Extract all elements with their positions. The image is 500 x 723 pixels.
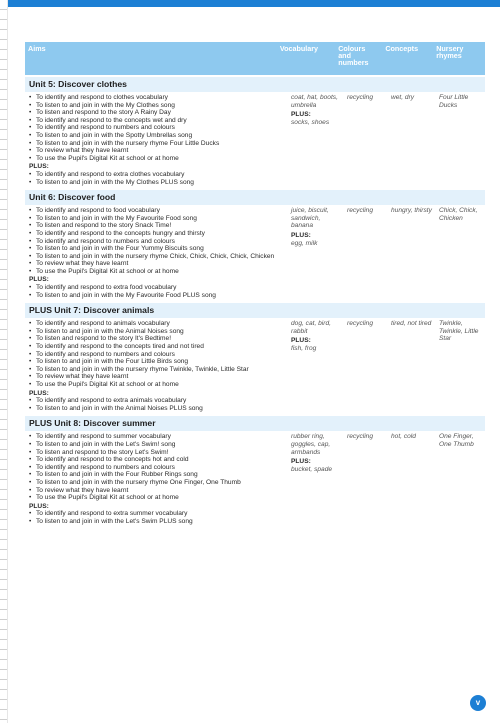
plus-aim-item: • To listen to and join in with the Let's Swim PLUS song [29,518,284,526]
header-nursery-rhymes: Nursery rhymes [436,44,464,60]
table-header [25,42,485,75]
aim-item: • To identify and respond to numbers and colours [29,351,284,359]
aim-item: • To review what they have learnt [29,487,284,495]
vocabulary-plus-text: bucket, spade [291,465,333,473]
vocabulary-text: dog, cat, bird, rabbit [291,320,331,335]
vocabulary-text: rubber ring, goggles, cap, armbands [291,433,331,456]
page-binding-edge [0,0,7,723]
aim-item: • To review what they have learnt [29,260,284,268]
plus-label: PLUS: [29,163,49,171]
plus-aim-item: • To identify and respond to extra animals vocabulary [29,397,284,405]
plus-aim-item: • To listen to and join in with the My Clothes PLUS song [29,179,284,187]
unit-row [25,318,485,414]
aims-cell [25,431,288,527]
aim-item: • To use the Pupil's Digital Kit at school or at home [29,381,284,389]
aim-item: • To use the Pupil's Digital Kit at school or at home [29,155,284,163]
concepts-cell: hungry, thirsty [391,207,432,215]
plus-label: PLUS: [29,389,49,397]
aim-item: • To identify and respond to numbers and colours [29,238,284,246]
unit-title: PLUS Unit 7: Discover animals [25,303,485,318]
vocabulary-plus-label: PLUS: [291,111,311,119]
binding-divider [7,0,8,723]
colours-cell: recycling [347,320,374,328]
nursery-rhyme-cell: Twinkle, Twinkle, Little Star [439,320,479,343]
plus-aims-list [29,171,284,186]
concepts-cell: hot, cold [391,433,416,441]
page-number-badge: v [470,695,486,711]
vocabulary-cell [288,318,344,414]
nursery-rhyme-cell: Four Little Ducks [439,94,469,109]
vocabulary-plus-label: PLUS: [291,337,311,345]
aim-item: • To listen to and join in with the Animal Noises song [29,328,284,336]
aims-list [29,207,284,275]
plus-label: PLUS: [29,502,49,510]
vocabulary-cell [288,431,344,527]
unit-row [25,92,485,188]
aims-list [29,94,284,162]
unit-row [25,431,485,527]
plus-aim-item: • To identify and respond to extra food vocabulary [29,284,284,292]
aim-item: • To identify and respond to animals vocabulary [29,320,284,328]
aim-item: • To use the Pupil's Digital Kit at school or at home [29,494,284,502]
aim-item: • To listen to and join in with the nursery rhyme Chick, Chick, Chick, Chick, Chicken [29,253,284,261]
aims-cell [25,318,288,414]
vocabulary-plus-text: socks, shoes [291,118,330,126]
header-concepts: Concepts [385,44,419,53]
header-vocabulary: Vocabulary [279,44,319,53]
aim-item: • To listen to and join in with the nursery rhyme Four Little Ducks [29,140,284,148]
aim-item: • To identify and respond to the concepts wet and dry [29,117,284,125]
colours-cell: recycling [347,94,374,101]
plus-aim-item: • To listen to and join in with the My Favourite Food PLUS song [29,292,284,300]
aim-item: • To use the Pupil's Digital Kit at school or at home [29,268,284,276]
vocabulary-plus-label: PLUS: [291,231,311,239]
syllabus-table [25,42,485,528]
aims-cell [25,92,288,188]
aim-item: • To review what they have learnt [29,373,284,381]
plus-aims-list [29,397,284,412]
unit-title: Unit 6: Discover food [25,190,485,205]
plus-aims-list [29,284,284,299]
plus-aim-item: • To identify and respond to extra summer vocabulary [29,510,284,518]
aim-item: • To listen to and join in with the My Clothes song [29,102,284,110]
vocabulary-cell [288,205,344,301]
vocabulary-text: juice, biscuit, sandwich, banana [291,207,329,230]
aims-list [29,433,284,501]
aims-list [29,320,284,388]
aim-item: • To listen to and join in with the nursery rhyme Twinkle, Twinkle, Little Star [29,366,284,374]
unit-title: Unit 5: Discover clothes [25,77,485,92]
aim-item: • To listen to and join in with the My Favourite Food song [29,215,284,223]
colours-cell: recycling [347,207,374,215]
aim-item: • To listen and respond to the story Snack Time! [29,222,284,230]
aim-item: • To listen to and join in with the Let's Swim! song [29,441,284,449]
plus-label: PLUS: [29,276,49,284]
header-colours-numbers: Colours and numbers [338,44,369,67]
aim-item: • To listen to and join in with the Four Yummy Biscuits song [29,245,284,253]
plus-aim-item: • To listen to and join in with the Animal Noises PLUS song [29,405,284,413]
aim-item: • To identify and respond to numbers and colours [29,464,284,472]
aim-item: • To listen and respond to the story A Rainy Day [29,109,284,117]
aim-item: • To listen to and join in with the Four Rubber Rings song [29,471,284,479]
vocabulary-plus-label: PLUS: [291,458,311,466]
vocabulary-plus-text: fish, frog [291,345,317,353]
aim-item: • To listen and respond to the story It's Bedtime! [29,335,284,343]
colours-cell: recycling [347,433,374,441]
vocabulary-plus-text: egg, milk [291,239,318,247]
concepts-cell: wet, dry [391,94,415,101]
aim-item: • To identify and respond to clothes vocabulary [29,94,284,102]
aim-item: • To listen to and join in with the Four Little Birds song [29,358,284,366]
aim-item: • To listen to and join in with the Spotty Umbrellas song [29,132,284,140]
unit-row [25,205,485,301]
plus-aims-list [29,510,284,525]
vocabulary-cell [288,92,344,188]
top-accent-bar [0,0,500,7]
vocabulary-text: coat, hat, boots, umbrella [291,94,338,109]
aim-item: • To listen and respond to the story Let's Swim! [29,449,284,457]
aim-item: • To identify and respond to summer vocabulary [29,433,284,441]
aims-cell [25,205,288,301]
aim-item: • To identify and respond to the concepts hot and cold [29,456,284,464]
concepts-cell: tired, not tired [391,320,432,328]
unit-title: PLUS Unit 8: Discover summer [25,416,485,431]
aim-item: • To listen to and join in with the nursery rhyme One Finger, One Thumb [29,479,284,487]
aim-item: • To identify and respond to food vocabulary [29,207,284,215]
aim-item: • To identify and respond to the concepts hungry and thirsty [29,230,284,238]
header-aims: Aims [28,44,46,53]
plus-aim-item: • To identify and respond to extra clothes vocabulary [29,171,284,179]
nursery-rhyme-cell: Chick, Chick, Chicken [439,207,478,222]
aim-item: • To identify and respond to the concepts tired and not tired [29,343,284,351]
units-container [25,77,485,528]
aim-item: • To identify and respond to numbers and colours [29,124,284,132]
aim-item: • To review what they have learnt [29,147,284,155]
nursery-rhyme-cell: One Finger, One Thumb [439,433,474,448]
